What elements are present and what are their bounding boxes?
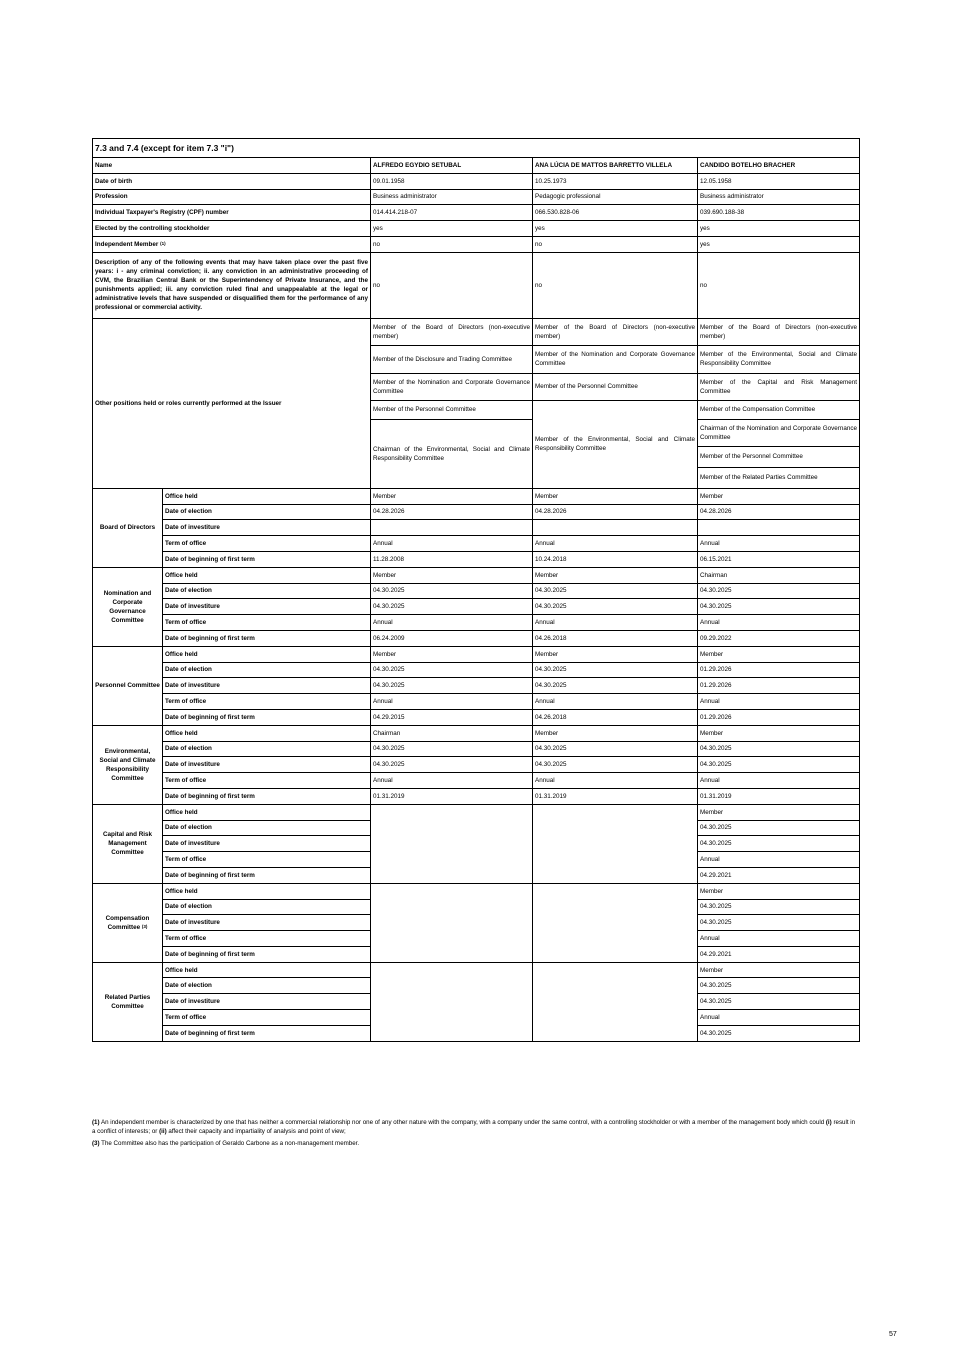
row-label: Office held: [163, 804, 371, 820]
cell: 04.30.2025: [698, 978, 860, 994]
directors-table: [92, 138, 860, 1042]
cell: 04.30.2025: [698, 899, 860, 915]
cell: 12.05.1958: [698, 173, 860, 189]
table-row: [93, 725, 860, 741]
row-label: Term of office: [163, 536, 371, 552]
positions-row: [93, 318, 860, 488]
row-label: Date of beginning of first term: [163, 1025, 371, 1041]
cell: Annual: [533, 694, 698, 710]
row-label: Date of election: [163, 820, 371, 836]
cell: Annual: [698, 694, 860, 710]
committee-name: Board of Directors: [93, 488, 163, 567]
cell: 04.30.2025: [533, 741, 698, 757]
position-item: Member of the Personnel Committee: [533, 374, 697, 401]
cell: yes: [698, 221, 860, 237]
cell: Business administrator: [371, 189, 533, 205]
cell: Member: [698, 488, 860, 504]
cell: 04.26.2018: [533, 630, 698, 646]
cell: 04.30.2025: [698, 1025, 860, 1041]
empty-cell: [371, 883, 533, 962]
cell: 01.29.2026: [698, 709, 860, 725]
row-label: Date of beginning of first term: [163, 709, 371, 725]
cell: 09.29.2022: [698, 630, 860, 646]
cell: Member: [533, 725, 698, 741]
cell: 04.30.2025: [698, 820, 860, 836]
row-label: Elected by the controlling stockholder: [93, 221, 371, 237]
table-row: [93, 678, 860, 694]
row-label: Term of office: [163, 931, 371, 947]
table-row: [93, 883, 860, 899]
footnote-ref: (1): [160, 240, 166, 246]
position-item: Member of the Board of Directors (non-executive member): [698, 319, 859, 346]
cell: 06.15.2021: [698, 551, 860, 567]
position-item: Member of the Disclosure and Trading Committee: [371, 346, 532, 374]
row-label: Term of office: [163, 1010, 371, 1026]
cell: [371, 520, 533, 536]
cell: Member: [698, 883, 860, 899]
table-row: [93, 630, 860, 646]
independent-row: [93, 236, 860, 252]
position-item: Member of the Nomination and Corporate Governance Committee: [533, 346, 697, 374]
cell: Annual: [698, 931, 860, 947]
table-title: 7.3 and 7.4 (except for item 7.3 "i"): [93, 139, 860, 158]
birth-row: [93, 173, 860, 189]
row-label: Profession: [93, 189, 371, 205]
footnote-mark: (1): [92, 1119, 100, 1126]
cell: 04.30.2025: [371, 678, 533, 694]
table-row: [93, 551, 860, 567]
cell: [698, 520, 860, 536]
events-row: [93, 252, 860, 318]
cell: 01.31.2019: [698, 788, 860, 804]
cell: Annual: [371, 615, 533, 631]
row-label: [93, 236, 371, 252]
cell: Annual: [698, 773, 860, 789]
table-row: [93, 488, 860, 504]
position-item: Member of the Personnel Committee: [698, 447, 859, 468]
footnote-1: [92, 1118, 859, 1136]
cell: Annual: [698, 615, 860, 631]
row-label: Office held: [163, 646, 371, 662]
empty-cell: [533, 804, 698, 883]
committee-name-text: Compensation Committee: [105, 914, 150, 931]
footnote-mark: (3): [92, 1140, 100, 1147]
cell: 04.28.2026: [533, 504, 698, 520]
row-label: Other positions held or roles currently performed at the Issuer: [93, 318, 371, 488]
footnote-mark: (ii): [159, 1128, 167, 1135]
cell: 04.30.2025: [698, 583, 860, 599]
table-row: [93, 583, 860, 599]
cell: yes: [698, 236, 860, 252]
position-item: Member of the Related Parties Committee: [700, 474, 818, 482]
cell: no: [371, 236, 533, 252]
positions-cell: [698, 318, 860, 488]
cell: 04.30.2025: [698, 741, 860, 757]
cell: Annual: [371, 773, 533, 789]
row-label: Date of election: [163, 504, 371, 520]
row-label: Name: [93, 158, 371, 174]
cell: 04.29.2021: [698, 946, 860, 962]
committee-name: Related Parties Committee: [93, 962, 163, 1041]
cell: Member: [698, 804, 860, 820]
committee-name: [93, 883, 163, 962]
cell: Annual: [698, 852, 860, 868]
cell: yes: [533, 221, 698, 237]
table-row: [93, 646, 860, 662]
row-label: Date of beginning of first term: [163, 867, 371, 883]
cell: no: [533, 236, 698, 252]
table-row: [93, 567, 860, 583]
footnote-3: [92, 1139, 859, 1148]
cell: Annual: [533, 615, 698, 631]
row-label: Date of beginning of first term: [163, 946, 371, 962]
independent-label: Independent Member: [95, 240, 159, 248]
row-label: Date of investiture: [163, 757, 371, 773]
cell: 04.30.2025: [698, 757, 860, 773]
row-label: Date of investiture: [163, 994, 371, 1010]
position-item: Member of the Environmental, Social and Climate Responsibility Committee: [698, 346, 859, 374]
cell: 066.530.828-06: [533, 205, 698, 221]
cell: [533, 520, 698, 536]
row-label: Term of office: [163, 615, 371, 631]
cell: Annual: [371, 536, 533, 552]
page-number: 57: [889, 1331, 897, 1338]
title-row: [93, 139, 860, 158]
row-label: Date of investiture: [163, 520, 371, 536]
table-row: [93, 662, 860, 678]
cell: Member: [371, 488, 533, 504]
cell: 01.29.2026: [698, 662, 860, 678]
empty-cell: [533, 883, 698, 962]
table-row: [93, 615, 860, 631]
cell: Member: [533, 567, 698, 583]
footnote-text: result in a conflict of interests; or: [92, 1119, 856, 1135]
committee-name: Nomination and Corporate Governance Committee: [93, 567, 163, 646]
row-label: Date of investiture: [163, 915, 371, 931]
table-row: [93, 962, 860, 978]
row-label: Date of beginning of first term: [163, 630, 371, 646]
cpf-row: [93, 205, 860, 221]
cell: Member: [698, 962, 860, 978]
cell: 04.30.2025: [698, 599, 860, 615]
person-name: ALFREDO EGYDIO SETUBAL: [371, 158, 533, 174]
committee-name: Environmental, Social and Climate Responsibility Committee: [93, 725, 163, 804]
cell: Annual: [533, 536, 698, 552]
cell: 01.29.2026: [698, 678, 860, 694]
table-row: [93, 536, 860, 552]
cell: Annual: [371, 694, 533, 710]
table-row: [93, 504, 860, 520]
row-label: Office held: [163, 488, 371, 504]
cell: 04.30.2025: [533, 678, 698, 694]
empty-cell: [371, 804, 533, 883]
row-label: Term of office: [163, 694, 371, 710]
position-item: Chairman of the Nomination and Corporate Governance Committee: [698, 420, 859, 447]
row-label: Date of election: [163, 662, 371, 678]
cell: 10.25.1973: [533, 173, 698, 189]
table-row: [93, 804, 860, 820]
footnote-text: The Committee also has the participation of Geraldo Carbone as a non-management member.: [101, 1140, 360, 1147]
elected-row: [93, 221, 860, 237]
cell: 06.24.2009: [371, 630, 533, 646]
row-label: Term of office: [163, 852, 371, 868]
cell: 04.30.2025: [698, 836, 860, 852]
row-label: Date of election: [163, 741, 371, 757]
position-item: Member of the Board of Directors (non-executive member): [533, 319, 697, 346]
cell: no: [533, 252, 698, 318]
positions-cell: [533, 318, 698, 488]
position-item: Member of the Board of Directors (non-executive member): [371, 319, 532, 346]
cell: 04.29.2015: [371, 709, 533, 725]
row-label: Office held: [163, 962, 371, 978]
footnote-text: An independent member is characterized by one that has neither a commercial relationship nor one of any other nature with the company, with a company under the same control, with a controlling stockholder or with a member of the management body which could: [100, 1119, 825, 1126]
cell: 04.30.2025: [371, 741, 533, 757]
cell: 04.30.2025: [371, 599, 533, 615]
position-item: Member of the Environmental, Social and Climate Responsibility Committee: [535, 436, 695, 453]
row-label: Date of election: [163, 978, 371, 994]
cell: 04.30.2025: [533, 583, 698, 599]
cell: Chairman: [698, 567, 860, 583]
cell: Business administrator: [698, 189, 860, 205]
cell: 04.28.2026: [698, 504, 860, 520]
empty-cell: [371, 962, 533, 1041]
cell: Annual: [533, 773, 698, 789]
position-item: Member of the Nomination and Corporate Governance Committee: [371, 374, 532, 401]
row-label: Office held: [163, 883, 371, 899]
name-row: [93, 158, 860, 174]
position-item: Member of the Compensation Committee: [698, 401, 859, 420]
cell: Member: [698, 725, 860, 741]
row-label: Date of investiture: [163, 599, 371, 615]
table-row: [93, 773, 860, 789]
positions-cell: [371, 318, 533, 488]
row-label: Date of investiture: [163, 678, 371, 694]
footnote-ref: (3): [141, 923, 148, 929]
row-label: Description of any of the following events that may have taken place over the past five years: i - any criminal conviction; ii. any conviction in an administrative proceeding of CVM, the Brazilian Central Bank or the Superintendency of Private Insurance, and the punishments applied; iii. any conviction ruled final and unappealable at the legal or administrative levels that have suspended or disqualified them for the performance of any professional or commercial activity.: [93, 252, 371, 318]
row-label: Date of beginning of first term: [163, 788, 371, 804]
table-row: [93, 694, 860, 710]
table-row: [93, 788, 860, 804]
cell: 04.28.2026: [371, 504, 533, 520]
row-label: Office held: [163, 725, 371, 741]
cell: 039.690.188-38: [698, 205, 860, 221]
cell: Annual: [698, 1010, 860, 1026]
cell: 04.30.2025: [371, 757, 533, 773]
footnote-mark: (i): [825, 1119, 832, 1126]
row-label: Date of election: [163, 899, 371, 915]
row-label: Individual Taxpayer's Registry (CPF) number: [93, 205, 371, 221]
cell: 04.30.2025: [698, 915, 860, 931]
cell: Member: [533, 488, 698, 504]
committee-name: Personnel Committee: [93, 646, 163, 725]
cell: 04.30.2025: [698, 994, 860, 1010]
cell: 04.30.2025: [533, 662, 698, 678]
cell: 014.414.218-07: [371, 205, 533, 221]
footnotes: [92, 1118, 859, 1151]
cell: 09.01.1958: [371, 173, 533, 189]
cell: 04.26.2018: [533, 709, 698, 725]
cell: no: [371, 252, 533, 318]
cell: Chairman: [371, 725, 533, 741]
table-row: [93, 741, 860, 757]
cell: Pedagogic professional: [533, 189, 698, 205]
person-name: CANDIDO BOTELHO BRACHER: [698, 158, 860, 174]
row-label: Date of birth: [93, 173, 371, 189]
position-item: Chairman of the Environmental, Social and Climate Responsibility Committee: [373, 445, 530, 462]
position-item: Member of the Personnel Committee: [371, 401, 532, 420]
row-label: Date of election: [163, 583, 371, 599]
cell: 04.29.2021: [698, 867, 860, 883]
cell: Member: [533, 646, 698, 662]
table-row: [93, 520, 860, 536]
table-row: [93, 757, 860, 773]
profession-row: [93, 189, 860, 205]
person-name: ANA LÚCIA DE MATTOS BARRETTO VILLELA: [533, 158, 698, 174]
footnote-text: affect their capacity and impartiality of analysis and point of view;: [168, 1128, 346, 1135]
cell: 01.31.2019: [371, 788, 533, 804]
cell: Member: [371, 646, 533, 662]
cell: 01.31.2019: [533, 788, 698, 804]
row-label: Term of office: [163, 773, 371, 789]
cell: 04.30.2025: [533, 599, 698, 615]
cell: 11.28.2008: [371, 551, 533, 567]
row-label: Office held: [163, 567, 371, 583]
cell: 10.24.2018: [533, 551, 698, 567]
row-label: Date of investiture: [163, 836, 371, 852]
cell: Member: [371, 567, 533, 583]
position-item: Member of the Capital and Risk Management Committee: [698, 374, 859, 401]
cell: 04.30.2025: [371, 662, 533, 678]
table-row: [93, 709, 860, 725]
empty-cell: [533, 962, 698, 1041]
cell: Annual: [698, 536, 860, 552]
cell: no: [698, 252, 860, 318]
committee-name: Capital and Risk Management Committee: [93, 804, 163, 883]
table-row: [93, 599, 860, 615]
row-label: Date of beginning of first term: [163, 551, 371, 567]
cell: yes: [371, 221, 533, 237]
cell: Member: [698, 646, 860, 662]
cell: 04.30.2025: [371, 583, 533, 599]
cell: 04.30.2025: [533, 757, 698, 773]
